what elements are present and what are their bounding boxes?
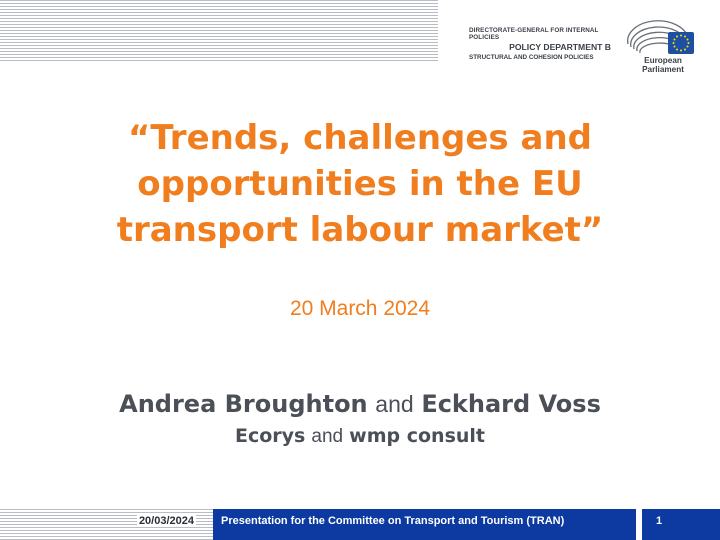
department-block: [469, 27, 629, 62]
author-2: Eckhard Voss: [421, 390, 601, 418]
author-and: and: [375, 391, 414, 417]
org-1: Ecorys: [235, 425, 306, 447]
slide-title: “Trends, challenges and opportunities in the EU transport labour market”: [116, 118, 604, 250]
slide-date: 20 March 2024: [289, 297, 431, 320]
footer-date-box: [0, 509, 196, 540]
dept-structural: STRUCTURAL AND COHESION POLICIES: [469, 54, 594, 62]
org-and: and: [311, 426, 344, 447]
footer-date: 20/03/2024: [138, 515, 194, 527]
organisations-line: [40, 425, 680, 448]
header-stripes: [0, 0, 438, 62]
institution-name: European Parliament: [642, 56, 684, 74]
org-2: wmp consult: [349, 425, 485, 447]
dept-policy: POLICY DEPARTMENT B: [509, 42, 611, 53]
dept-directorate: DIRECTORATE-GENERAL FOR INTERNAL POLICIES: [469, 27, 599, 42]
footer-title: Presentation for the Committee on Transport and Tourism (TRAN): [213, 509, 636, 540]
page-number: 1: [642, 509, 720, 540]
author-1: Andrea Broughton: [119, 390, 368, 418]
authors-line: [40, 390, 680, 418]
